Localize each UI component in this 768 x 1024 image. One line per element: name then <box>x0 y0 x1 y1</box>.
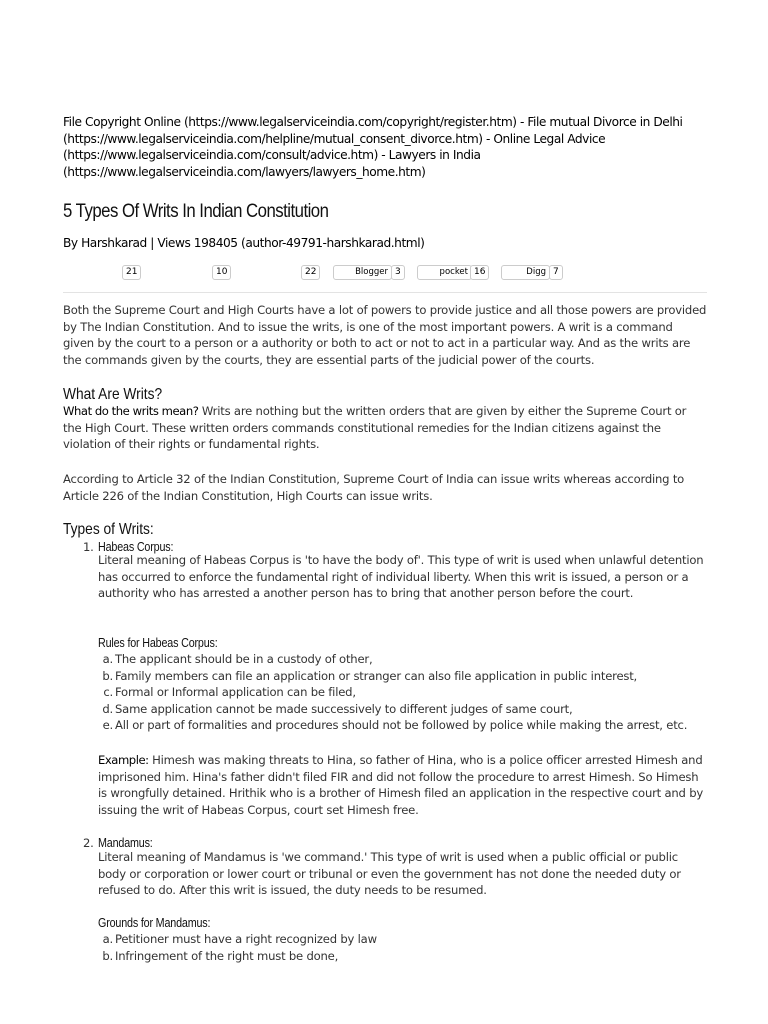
habeas-corpus-text: Literal meaning of Habeas Corpus is 'to have the body of'. This type of writ is used when unlawful detention has occurred to enforce the fundamental right of individual liberty. When this writ is issued, a person or a authority who has arrested a another person has to bring that another person before the court. <box>98 553 704 601</box>
what-paragraph <box>63 403 707 453</box>
what-text: Writs are nothing but the written orders that are given by either the Supreme Court or the High Court. These written orders commands constitutional remedies for the Indian citizens against the violation of their rights or fundamental rights. <box>63 404 687 452</box>
list-item: d. Same application cannot be made successively to different judges of same court, <box>102 701 573 716</box>
divider <box>63 292 707 293</box>
list-item: c. Formal or Informal application can be filed, <box>103 685 356 700</box>
share-count-1[interactable]: 21 <box>122 265 141 280</box>
mandamus-heading: Mandamus: <box>98 836 153 850</box>
rules-heading: Rules for Habeas Corpus: <box>98 636 218 650</box>
list-number: 1. <box>83 540 94 554</box>
example-paragraph <box>98 752 707 818</box>
what-are-writs-heading: What Are Writs? <box>63 386 163 403</box>
example-text: Himesh was making threats to Hina, so father of Hina, who is a police officer arrested Himesh and imprisoned him. Hina's father didn't filed FIR and did not follow the procedure to arrest Himesh. So Himesh is wrongfully detained. Hrithik who is a brother of Himesh filed an application in the respective court and by issuing the writ of Habeas Corpus, court set Himesh free. <box>98 753 704 817</box>
share-count-3[interactable]: 22 <box>301 265 320 280</box>
list-item: e. All or part of formalities and procedures should not be followed by police while making the arrest, etc. <box>102 718 688 733</box>
digg-share-count: 7 <box>549 265 563 280</box>
rules-list <box>96 651 688 734</box>
grounds-list <box>96 931 688 964</box>
list-item: a. The applicant should be in a custody of other, <box>102 652 373 666</box>
link-lawyers-in-india[interactable]: Lawyers in India (https://www.legalserviceindia.com/lawyers/lawyers_home.htm) <box>63 148 481 179</box>
link-separator: - <box>377 148 389 163</box>
pocket-share-button[interactable]: pocket <box>417 265 472 280</box>
types-of-writs-heading: Types of Writs: <box>63 521 154 538</box>
link-file-copyright[interactable]: File Copyright Online (https://www.legalserviceindia.com/copyright/register.htm) <box>63 115 517 129</box>
blogger-share-count: 3 <box>391 265 405 280</box>
digg-share-button[interactable]: Digg <box>501 265 550 280</box>
article-32-paragraph: According to Article 32 of the Indian Constitution, Supreme Court of India can issue writs whereas according to Article 226 of the Indian Constitution, High Courts can issue writs. <box>63 472 685 503</box>
link-online-legal-advice[interactable]: Online Legal Advice (https://www.legalserviceindia.com/consult/advice.htm) <box>63 131 606 163</box>
link-separator: - <box>516 115 528 129</box>
mandamus-text: Literal meaning of Mandamus is 'we command.' This type of writ is used when a public official or public body or corporation or lower court or tribunal or even the government has not done the needed duty or refused to do. After this writ is issued, the duty needs to be resumed. <box>98 850 681 898</box>
article-byline[interactable]: By Harshkarad | Views 198405 (author-49791-harshkarad.html) <box>63 236 425 250</box>
blogger-share-button[interactable]: Blogger <box>333 265 392 280</box>
page-title: 5 Types Of Writs In Indian Constitution <box>63 200 329 222</box>
share-bar <box>63 265 707 281</box>
intro-paragraph: Both the Supreme Court and High Courts have a lot of powers to provide justice and all those powers are provided by The Indian Constitution. And to issue the writs, is one of the most important powers. A writ is a command given by the court to a person or a authority or both to act or not to act in a particular way. And as the writs are the commands given by the courts, they are essential parts of the judicial power of the courts. <box>63 303 707 367</box>
habeas-corpus-heading: Habeas Corpus: <box>98 540 174 554</box>
list-item: b. Family members can file an application or stranger can also file application in public interest, <box>102 668 638 683</box>
pocket-share-count: 16 <box>470 265 489 280</box>
list-item: a. Petitioner must have a right recognized by law <box>102 932 377 946</box>
example-label: Example: <box>98 753 149 767</box>
grounds-heading: Grounds for Mandamus: <box>98 916 211 930</box>
list-number: 2. <box>83 836 94 850</box>
link-mutual-divorce[interactable]: File mutual Divorce in Delhi (https://www.legalserviceindia.com/helpline/mutual_consent_divorce.htm) <box>63 115 683 146</box>
what-lead: What do the writs mean? <box>63 404 199 418</box>
share-count-2[interactable]: 10 <box>212 265 231 280</box>
link-separator: - <box>482 131 494 146</box>
top-links <box>63 114 707 180</box>
list-item: b. Infringement of the right must be done, <box>102 948 339 963</box>
